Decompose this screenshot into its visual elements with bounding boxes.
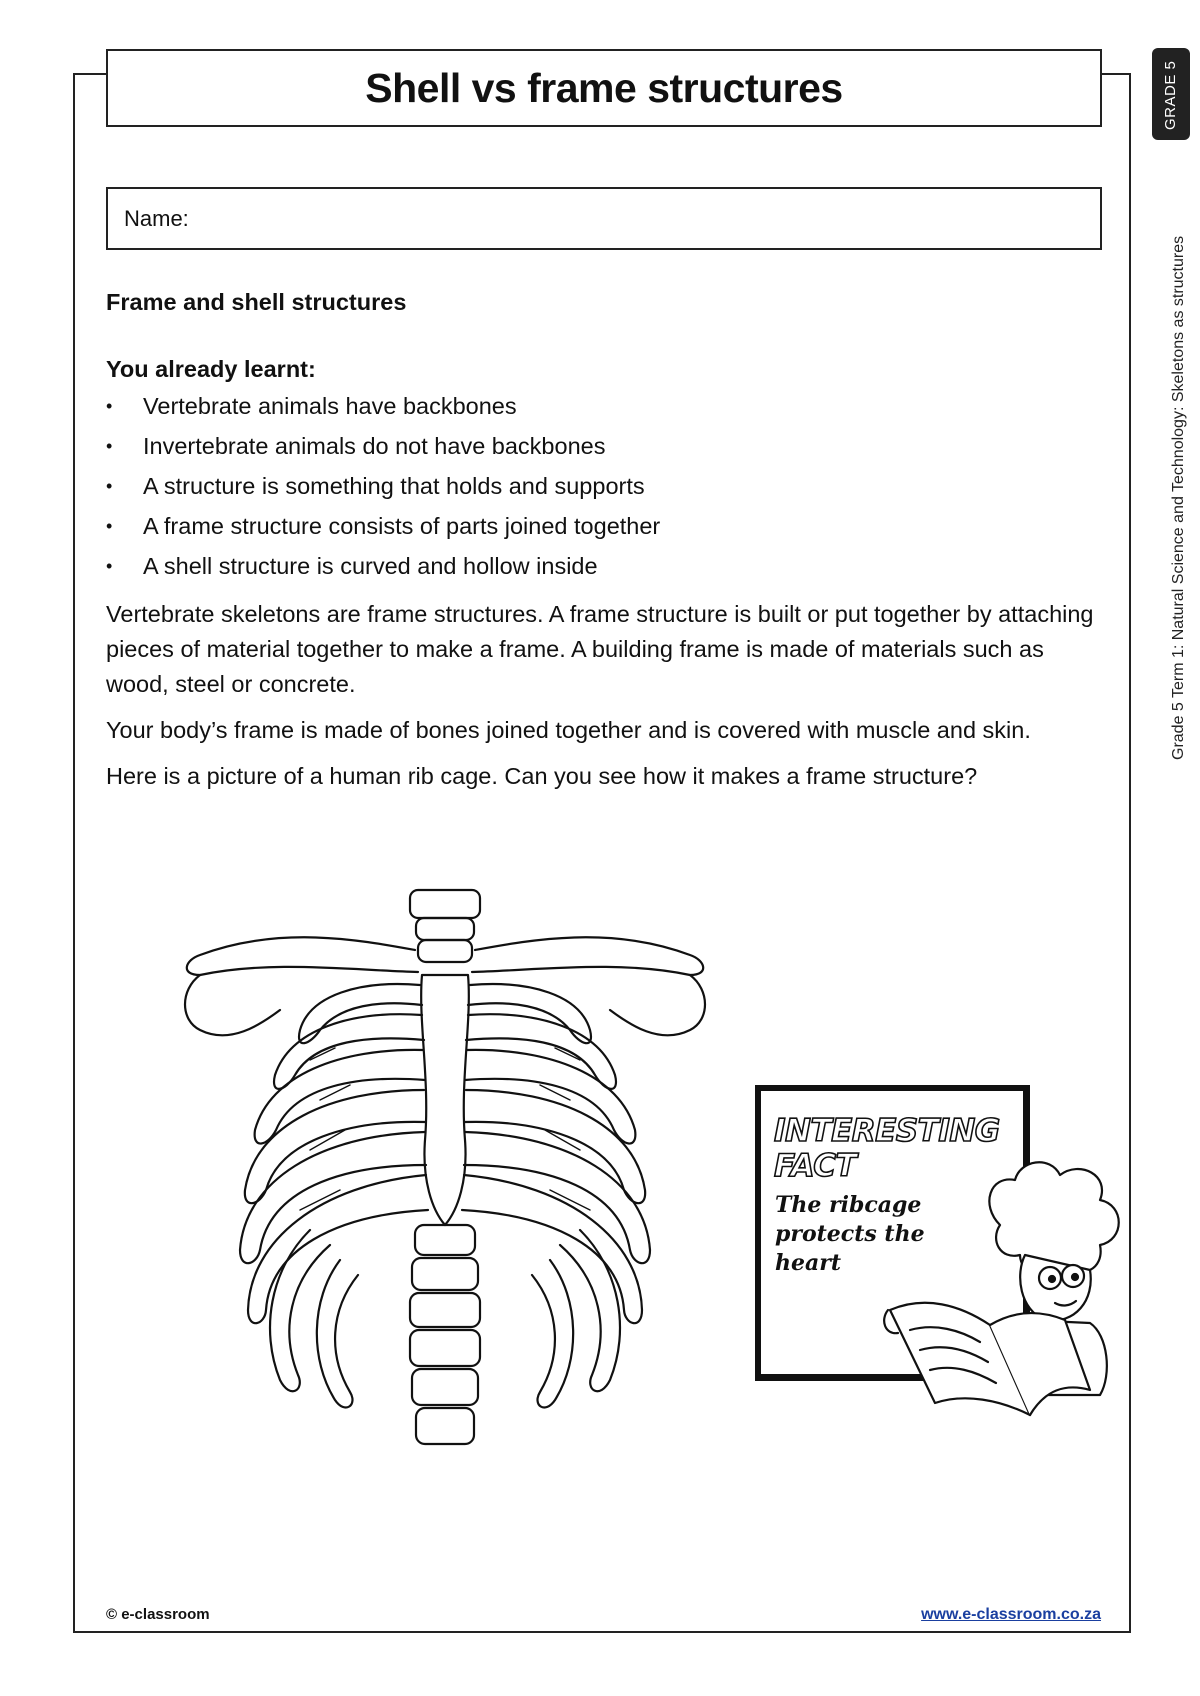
title-box (106, 49, 1102, 127)
list-item: • A structure is something that holds and supports (106, 466, 1106, 506)
website-link[interactable]: www.e-classroom.co.za (921, 1606, 1101, 1623)
copyright-text: © e-classroom (106, 1606, 210, 1623)
page-title: Shell vs frame structures (365, 64, 843, 111)
name-field[interactable] (106, 187, 1102, 250)
paragraph-rib-cage: Here is a picture of a human rib cage. Can you see how it makes a frame structure? (106, 763, 978, 789)
learnt-heading: You already learnt: (106, 356, 316, 382)
paragraph-frame-structures: Vertebrate skeletons are frame structures. A frame structure is built or put together by attaching pieces of material together to make a frame. A building frame is made of materials such as wood, steel or concrete. (106, 601, 1094, 697)
fact-text: The ribcage protects the heart (775, 1192, 925, 1276)
learnt-list (106, 386, 1106, 586)
name-label: Name: (124, 205, 189, 231)
list-item: • A shell structure is curved and hollow inside (106, 546, 1106, 586)
paragraph-body-frame: Your body’s frame is made of bones joined together and is covered with muscle and skin. (106, 717, 1031, 743)
reading-character-icon (850, 1145, 1150, 1455)
list-item: • Vertebrate animals have backbones (106, 386, 1106, 426)
list-item: • Invertebrate animals do not have backbones (106, 426, 1106, 466)
ribcage-illustration (160, 880, 740, 1500)
fact-title-line2: FACT (774, 1148, 857, 1184)
list-item: • A frame structure consists of parts joined together (106, 506, 1106, 546)
grade-tab-label: GRADE 5 (1162, 60, 1179, 130)
main-content (106, 285, 1106, 794)
section-heading: Frame and shell structures (106, 289, 407, 315)
course-sidebar-text: Grade 5 Term 1: Natural Science and Technology: Skeletons as structures (1170, 235, 1187, 760)
grade-tab (1152, 48, 1190, 140)
fact-title-line1: INTERESTING (774, 1113, 1000, 1149)
